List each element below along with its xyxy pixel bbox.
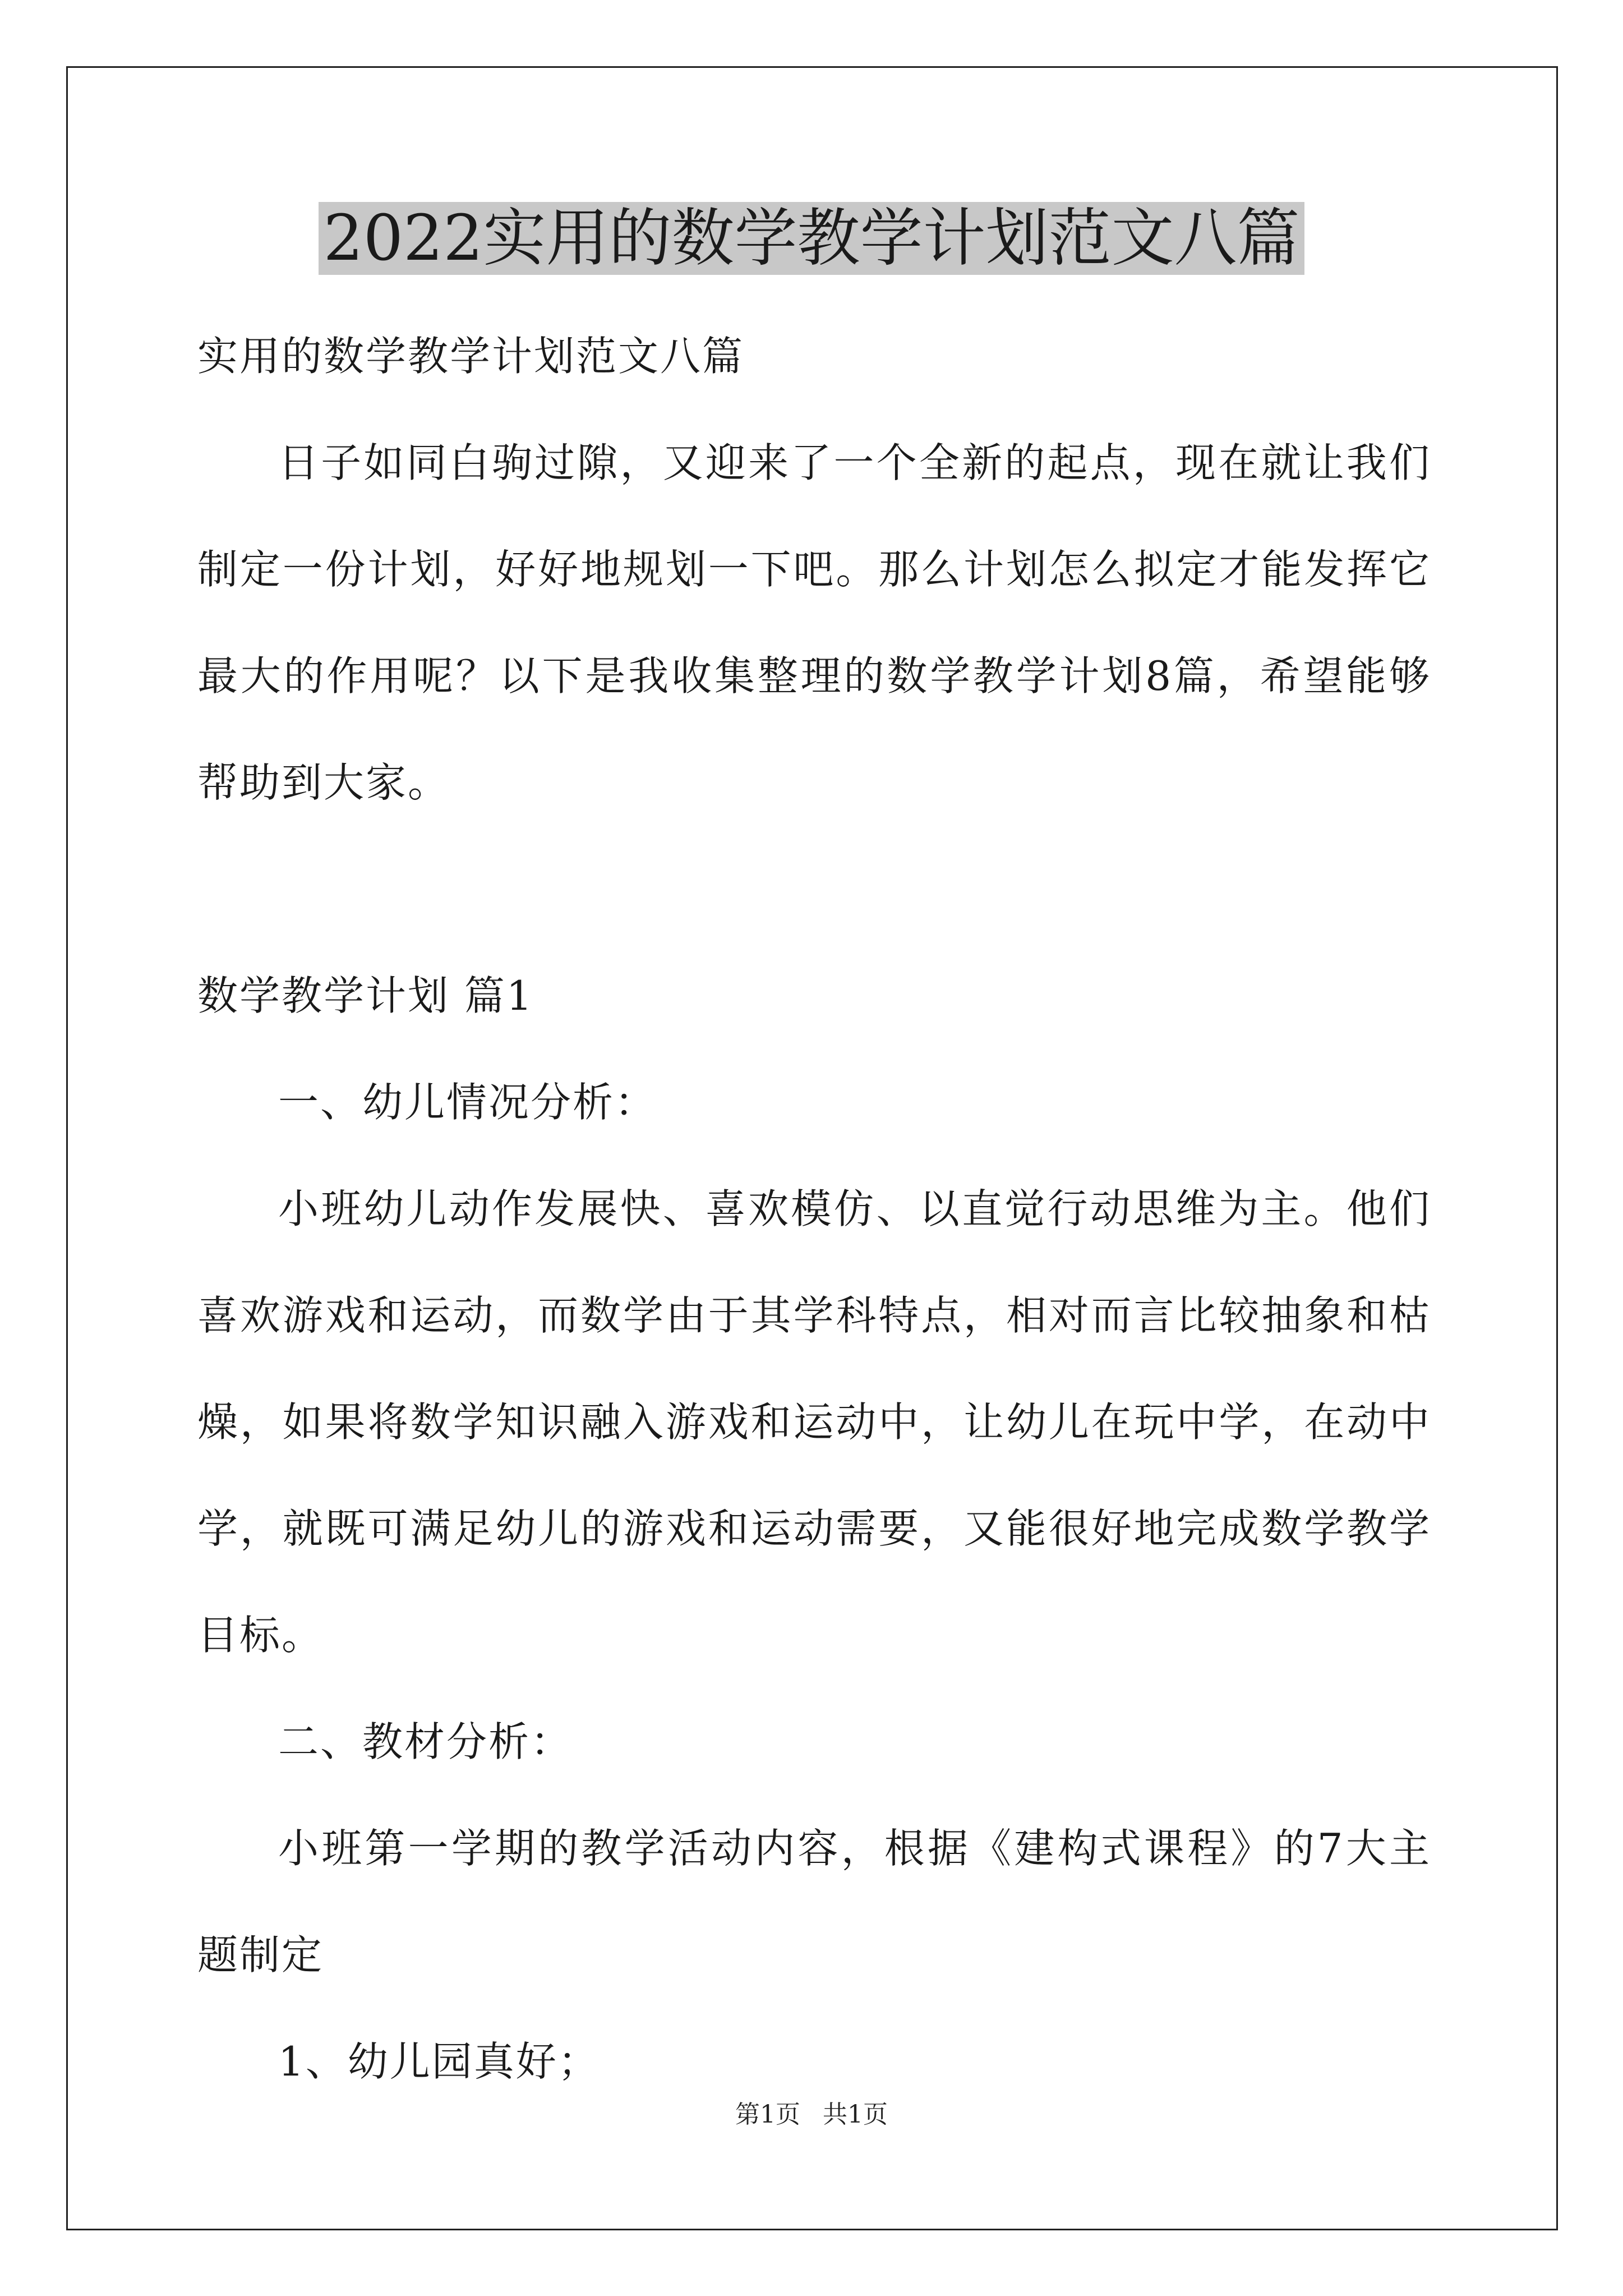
document-body [197,303,1431,2115]
document-title-text: 2022实用的数学教学计划范文八篇 [319,202,1304,275]
document-title [0,199,1623,278]
page-number-current: 第1页 [735,2100,800,2129]
paragraph: 小班第一学期的教学活动内容，根据《建构式课程》的7大主题制定 [197,1825,1431,1978]
paragraph: 一、幼儿情况分析： [278,1079,657,1126]
paragraph: 日子如同白驹过隙，又迎来了一个全新的起点，现在就让我们制定一份计划，好好地规划一下吧。那么计划怎么拟定才能发挥它最大的作用呢？以下是我收集整理的数学教学计划8篇，希望能够帮助到大家。 [197,439,1431,806]
page-number-total: 共1页 [823,2100,888,2129]
paragraph: 1、幼儿园真好； [278,2038,600,2085]
paragraph: 实用的数学教学计划范文八篇 [197,333,745,380]
page-footer [0,2098,1623,2132]
paragraph: 二、教材分析： [278,1718,573,1765]
paragraph: 小班幼儿动作发展快、喜欢模仿、以直觉行动思维为主。他们喜欢游戏和运动，而数学由于其学科特点，相对而言比较抽象和枯燥，如果将数学知识融入游戏和运动中，让幼儿在玩中学，在动中学，就既可满足幼儿的游戏和运动需要，又能很好地完成数学教学目标。 [197,1185,1431,1659]
paragraph: 数学教学计划 篇1 [197,972,534,1019]
